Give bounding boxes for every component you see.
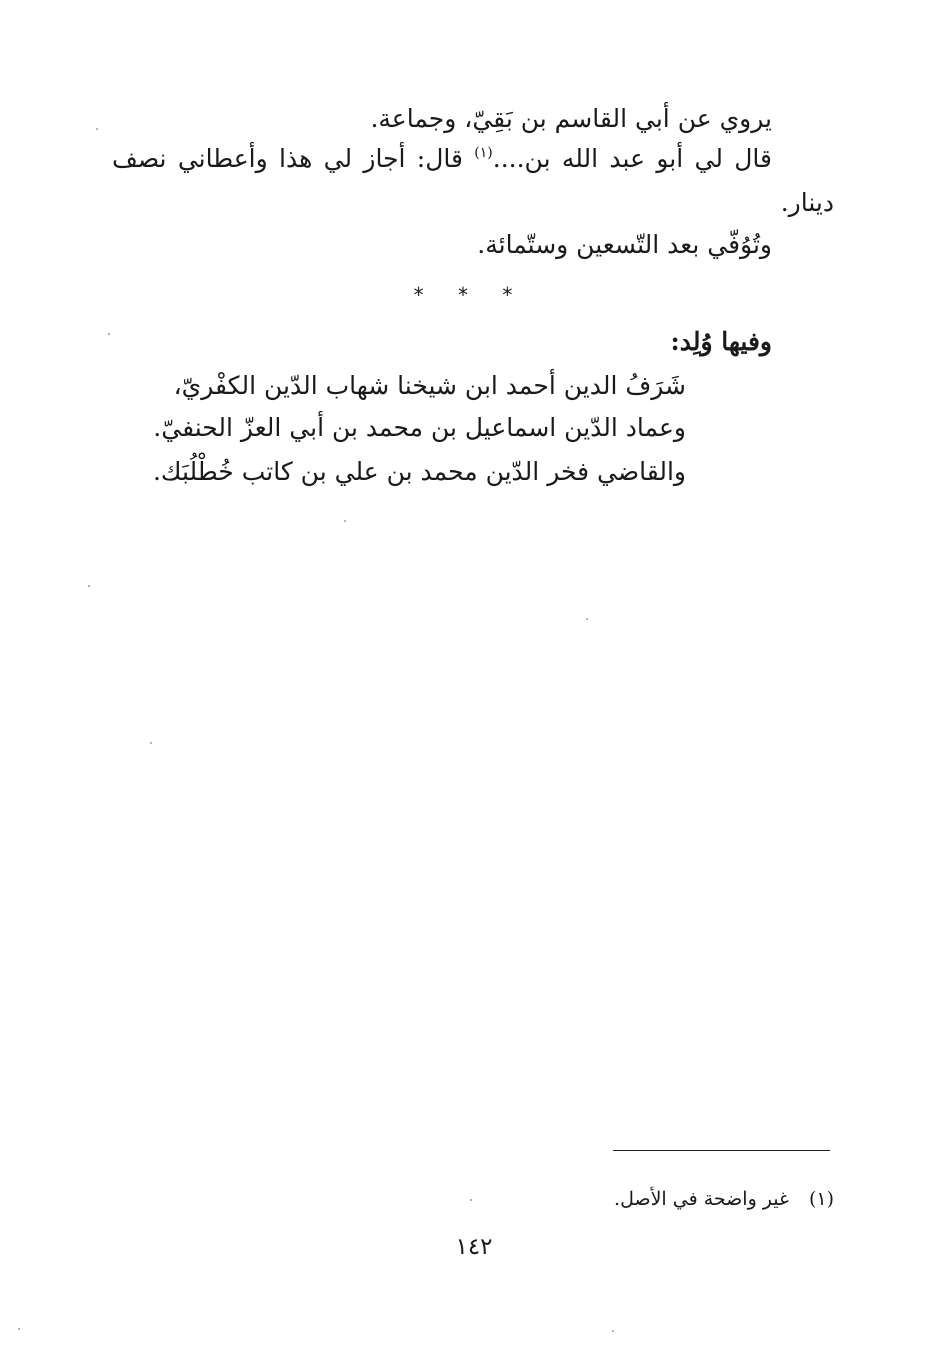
- text-line-2-start: قال لي أبو عبد الله بن....: [492, 144, 773, 173]
- scan-speck: [88, 585, 90, 587]
- text-line-5: شَرَفُ الدين أحمد ابن شيخنا شهاب الدّين الكفْريّ،: [173, 371, 686, 400]
- scan-speck: [344, 520, 346, 522]
- page-number: ١٤٢: [455, 1234, 493, 1260]
- scan-speck: [96, 128, 98, 130]
- text-line-4: وتُوُفّي بعد التّسعين وستّمائة.: [477, 230, 772, 259]
- footnote-marker: (١): [474, 145, 493, 161]
- text-line-2-end: قال: أجاز لي هذا وأعطاني نصف: [112, 144, 463, 173]
- text-line-3: دينار.: [780, 188, 834, 217]
- section-heading: وفيها وُلِد:: [670, 327, 772, 356]
- scan-speck: [586, 618, 588, 620]
- scan-speck: [470, 1199, 472, 1201]
- scan-speck: [108, 333, 110, 335]
- text-line-6: وعماد الدّين اسماعيل بن محمد بن أبي العزّ الحنفيّ.: [153, 413, 686, 442]
- text-line-2: [112, 142, 772, 176]
- scan-speck: [150, 742, 152, 744]
- section-separator: * * *: [413, 283, 527, 307]
- footnote-1: [614, 1186, 834, 1212]
- footnote-separator: [613, 1150, 830, 1151]
- scan-speck: [612, 1330, 614, 1332]
- text-line-7: والقاضي فخر الدّين محمد بن علي بن كاتب خُطْلُبَك.: [152, 457, 686, 486]
- footnote-1-text: غير واضحة في الأصل.: [614, 1188, 789, 1210]
- footnote-1-number: (١): [808, 1188, 834, 1210]
- text-line-1: يروي عن أبي القاسم بن بَقِيّ، وجماعة.: [370, 104, 772, 133]
- scan-speck: [18, 1328, 20, 1330]
